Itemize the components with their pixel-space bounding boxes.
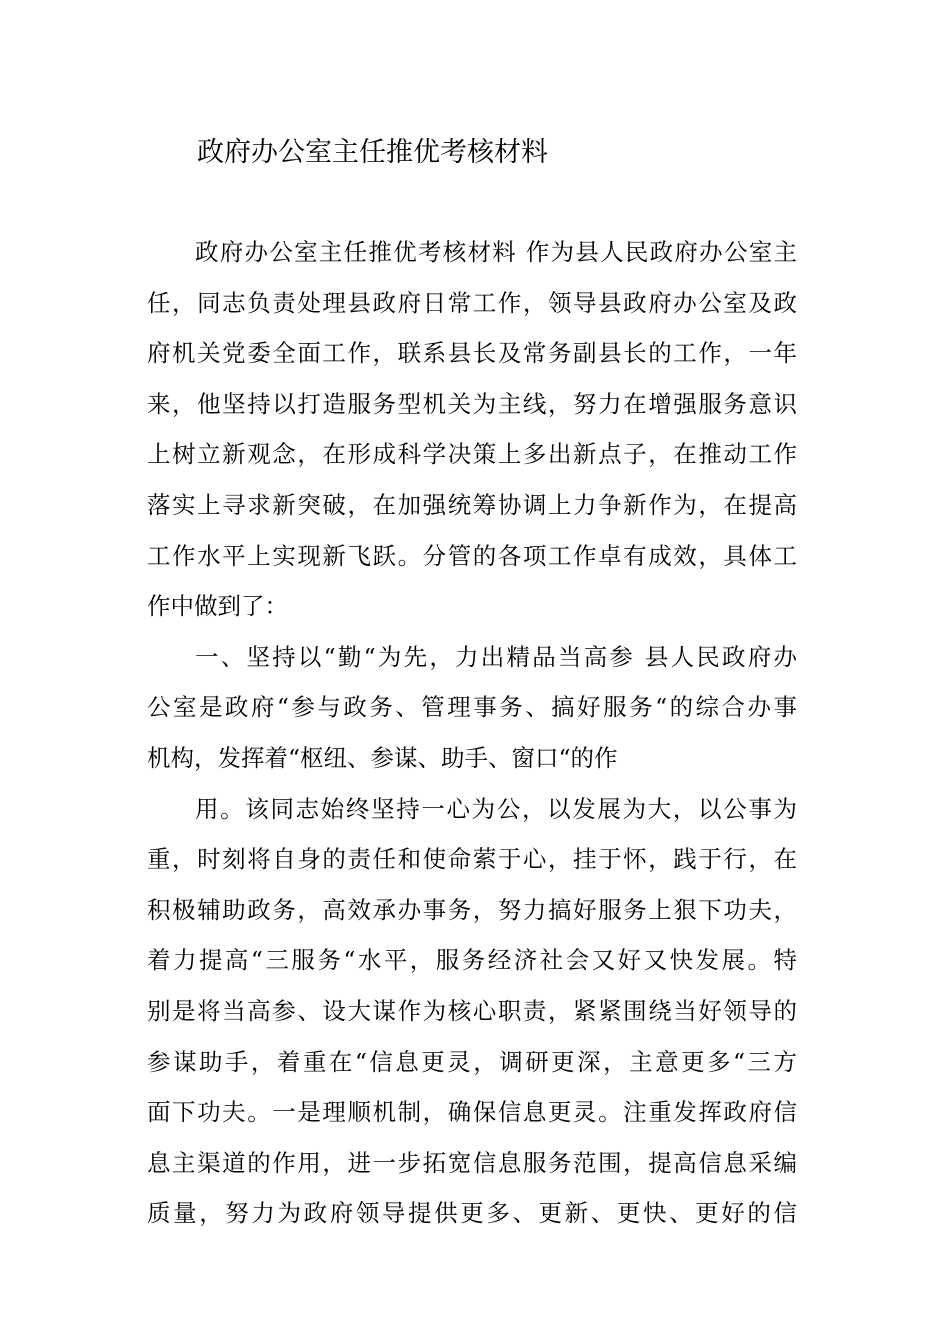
paragraph-line: 积极辅助政务，高效承办事务，努力搞好服务上狠下功夫， — [147, 895, 797, 924]
paragraph-line: 用。该同志始终坚持一心为公，以发展为大，以公事为 — [195, 794, 797, 823]
paragraph-line: 面下功夫。一是理顺机制，确保信息更灵。注重发挥政府信 — [147, 1098, 797, 1127]
document-body — [147, 227, 797, 1239]
paragraph-line: 重，时刻将自身的责任和使命萦于心，挂于怀，践于行，在 — [147, 845, 797, 874]
paragraph-line: 来，他坚持以打造服务型机关为主线，努力在增强服务意识 — [147, 389, 797, 418]
paragraph-line: 府机关党委全面工作，联系县长及常务副县长的工作，一年 — [147, 339, 797, 368]
paragraph-line: 息主渠道的作用，进一步拓宽信息服务范围，提高信息采编 — [147, 1148, 797, 1177]
paragraph-line: 上树立新观念，在形成科学决策上多出新点子，在推动工作 — [147, 440, 797, 469]
paragraph-line: 落实上寻求新突破，在加强统筹协调上力争新作为，在提高 — [147, 490, 797, 519]
paragraph-line: 别是将当高参、设大谋作为核心职责，紧紧围绕当好领导的 — [147, 996, 797, 1025]
paragraph-line: 公室是政府“参与政务、管理事务、搞好服务“的综合办事 — [147, 693, 797, 722]
paragraph-line: 一、坚持以“勤“为先，力出精品当高参 县人民政府办 — [195, 642, 797, 671]
paragraph-line: 作中做到了： — [147, 592, 288, 621]
paragraph-line: 政府办公室主任推优考核材料 作为县人民政府办公室主 — [195, 238, 797, 266]
paragraph-line: 着力提高“三服务“水平，服务经济社会又好又快发展。特 — [147, 946, 797, 975]
paragraph-line: 机构，发挥着“枢纽、参谋、助手、窗口“的作 — [147, 743, 618, 772]
document-title: 政府办公室主任推优考核材料 — [197, 137, 548, 168]
paragraph-line: 参谋助手，着重在“信息更灵，调研更深，主意更多“三方 — [147, 1047, 797, 1076]
paragraph-line: 质量，努力为政府领导提供更多、更新、更快、更好的信 — [147, 1199, 797, 1228]
paragraph-line: 任，同志负责处理县政府日常工作，领导县政府办公室及政 — [147, 288, 797, 317]
paragraph-line: 工作水平上实现新飞跃。分管的各项工作卓有成效，具体工 — [147, 541, 797, 570]
